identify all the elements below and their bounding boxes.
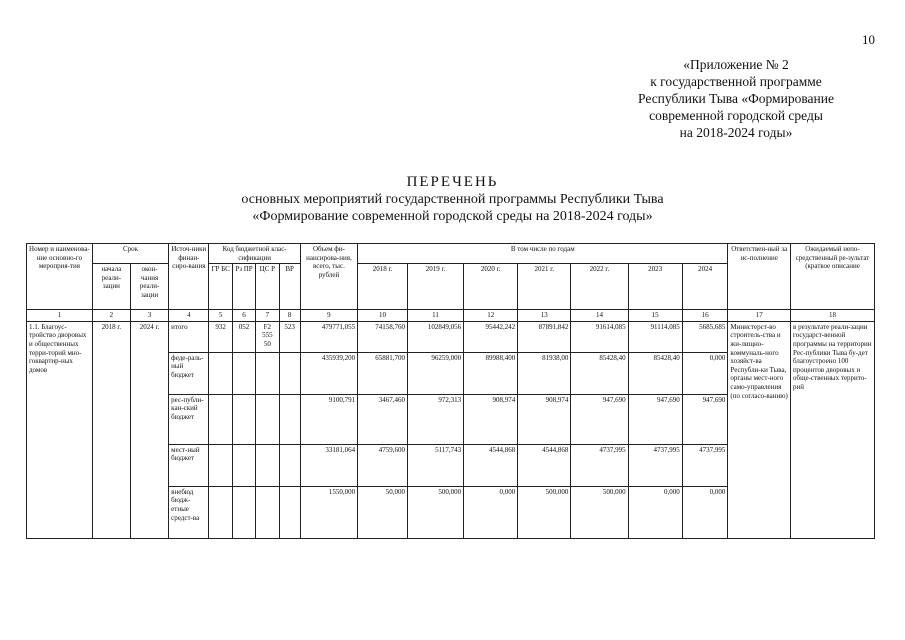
table-row — [27, 321, 875, 352]
value-2024: 0,000 — [682, 352, 728, 394]
header-vr: ВР — [279, 264, 300, 310]
header-responsible: Ответствен-ный за ис-полнение — [728, 244, 791, 310]
value-2022: 85428,40 — [571, 352, 628, 394]
value-2018: 4759,600 — [358, 444, 408, 486]
term-end: 2024 г. — [130, 321, 168, 538]
annex-line-2: к государственной программе — [650, 74, 822, 89]
value-2019: 500,000 — [407, 486, 463, 538]
funding-source: мест-ный бюджет — [169, 444, 209, 486]
empty-cell — [256, 394, 279, 444]
header-term: Срок — [92, 244, 168, 264]
total-value: 33181,064 — [300, 444, 357, 486]
funding-source: рес-публи-кан-ский бюджет — [169, 394, 209, 444]
value-2024: 4737,995 — [682, 444, 728, 486]
annex-line-3: Республики Тыва «Формирование — [638, 91, 834, 106]
value-2019: 5117,743 — [407, 444, 463, 486]
total-value: 435939,200 — [300, 352, 357, 394]
col-number: 7 — [256, 310, 279, 322]
value-2019: 972,313 — [407, 394, 463, 444]
col-number: 15 — [628, 310, 682, 322]
vr-code: 523 — [279, 321, 300, 352]
header-source: Источ-ники финан-сиро-вания — [169, 244, 209, 310]
header-2022: 2022 г. — [571, 264, 628, 310]
value-2020: 908,974 — [464, 394, 518, 444]
value-2024: 5685,685 — [682, 321, 728, 352]
value-2022: 4737,995 — [571, 444, 628, 486]
empty-cell — [279, 486, 300, 538]
annex-line-5: на 2018-2024 годы» — [679, 125, 793, 140]
value-2021: 81938,00 — [518, 352, 571, 394]
header-2021: 2021 г. — [518, 264, 571, 310]
header-2023: 2023 — [628, 264, 682, 310]
empty-cell — [232, 486, 255, 538]
empty-cell — [232, 352, 255, 394]
empty-cell — [279, 352, 300, 394]
activity-name: 1.1. Благоус-тройство дворовых и общественных терри-торий мно-гоквартир-ных домов — [27, 321, 93, 538]
value-2021: 4544,868 — [518, 444, 571, 486]
title-line-2: основных мероприятий государственной программы Республики Тыва — [241, 192, 664, 207]
value-2024: 0,000 — [682, 486, 728, 538]
col-number: 4 — [169, 310, 209, 322]
value-2023: 0,000 — [628, 486, 682, 538]
col-number: 2 — [92, 310, 130, 322]
activities-table — [26, 243, 875, 539]
header-budget-code: Код бюджетной клас-сификации — [209, 244, 300, 264]
col-number: 12 — [464, 310, 518, 322]
header-row-1 — [27, 244, 875, 264]
header-2024: 2024 — [682, 264, 728, 310]
value-2018: 50,000 — [358, 486, 408, 538]
total-value: 9100,791 — [300, 394, 357, 444]
header-term-start: начала реали-зации — [92, 264, 130, 310]
empty-cell — [232, 394, 255, 444]
empty-cell — [209, 352, 232, 394]
col-number: 5 — [209, 310, 232, 322]
col-number: 14 — [571, 310, 628, 322]
value-2018: 74158,760 — [358, 321, 408, 352]
empty-cell — [279, 394, 300, 444]
total-value: 479771,055 — [300, 321, 357, 352]
value-2019: 102849,056 — [407, 321, 463, 352]
header-by-year: В том числе по годам — [358, 244, 728, 264]
col-number: 17 — [728, 310, 791, 322]
value-2023: 85428,40 — [628, 352, 682, 394]
value-2023: 947,690 — [628, 394, 682, 444]
value-2021: 908,974 — [518, 394, 571, 444]
col-number: 18 — [791, 310, 875, 322]
funding-source: феде-раль-ный бюджет — [169, 352, 209, 394]
total-value: 1550,000 — [300, 486, 357, 538]
responsible-executor: Министерст-во строитель-ства и жи-лищно-коммуналь-ного хозяйст-ва Республи-ки Тыва, органы мест-ного само-управления (по согласо-ванию) — [728, 321, 791, 538]
value-2022: 500,000 — [571, 486, 628, 538]
col-number: 11 — [407, 310, 463, 322]
header-2018: 2018 г. — [358, 264, 408, 310]
header-grbs: ГР БС — [209, 264, 232, 310]
header-2020: 2020 г. — [464, 264, 518, 310]
col-number: 8 — [279, 310, 300, 322]
annex-line-1: «Приложение № 2 — [683, 57, 789, 72]
term-start: 2018 г. — [92, 321, 130, 538]
value-2021: 87891,842 — [518, 321, 571, 352]
col-number: 16 — [682, 310, 728, 322]
value-2020: 89988,400 — [464, 352, 518, 394]
grbs-code: 932 — [209, 321, 232, 352]
col-number: 13 — [518, 310, 571, 322]
title-line-3: «Формирование современной городской среды на 2018-2024 годы» — [252, 209, 653, 224]
header-term-end: окон-чания реали-зации — [130, 264, 168, 310]
value-2024: 947,690 — [682, 394, 728, 444]
empty-cell — [279, 444, 300, 486]
funding-source: итого — [169, 321, 209, 352]
header-number-name: Номер и наименова-ние основно-го мероприя-тия — [27, 244, 93, 310]
header-csr: ЦС Р — [256, 264, 279, 310]
header-volume: Объем фи-нансирова-ния, всего, тыс. рублей — [300, 244, 357, 310]
value-2018: 3467,460 — [358, 394, 408, 444]
value-2019: 96259,000 — [407, 352, 463, 394]
header-2019: 2019 г. — [407, 264, 463, 310]
col-number: 1 — [27, 310, 93, 322]
value-2021: 500,000 — [518, 486, 571, 538]
page-number: 10 — [862, 32, 875, 47]
value-2018: 65881,700 — [358, 352, 408, 394]
csr-code: F2 555 50 — [256, 321, 279, 352]
empty-cell — [232, 444, 255, 486]
funding-source: внебюд бюдж-етные средст-ва — [169, 486, 209, 538]
empty-cell — [209, 486, 232, 538]
value-2023: 91114,085 — [628, 321, 682, 352]
rzpr-code: 052 — [232, 321, 255, 352]
expected-result: в результате реали-зации государст-венной программы на территории Рес-публики Тыва бу-дет благоустроено 100 процентов дворовых и обще-ственных террито-рий — [791, 321, 875, 538]
empty-cell — [256, 444, 279, 486]
empty-cell — [209, 394, 232, 444]
header-result: Ожидаемый непо-средственный ре-зультат (краткое описание — [791, 244, 875, 310]
empty-cell — [256, 352, 279, 394]
value-2023: 4737,995 — [628, 444, 682, 486]
column-number-row — [27, 310, 875, 322]
value-2020: 4544,868 — [464, 444, 518, 486]
header-rzpr: Рз ПР — [232, 264, 255, 310]
empty-cell — [209, 444, 232, 486]
value-2020: 0,000 — [464, 486, 518, 538]
col-number: 3 — [130, 310, 168, 322]
col-number: 6 — [232, 310, 255, 322]
annex-heading — [590, 56, 882, 141]
value-2020: 95442,242 — [464, 321, 518, 352]
annex-line-4: современной городской среды — [649, 108, 823, 123]
title-line-1: ПЕРЕЧЕНЬ — [406, 174, 499, 190]
empty-cell — [256, 486, 279, 538]
col-number: 9 — [300, 310, 357, 322]
col-number: 10 — [358, 310, 408, 322]
value-2022: 91614,085 — [571, 321, 628, 352]
value-2022: 947,690 — [571, 394, 628, 444]
document-title — [0, 174, 905, 225]
